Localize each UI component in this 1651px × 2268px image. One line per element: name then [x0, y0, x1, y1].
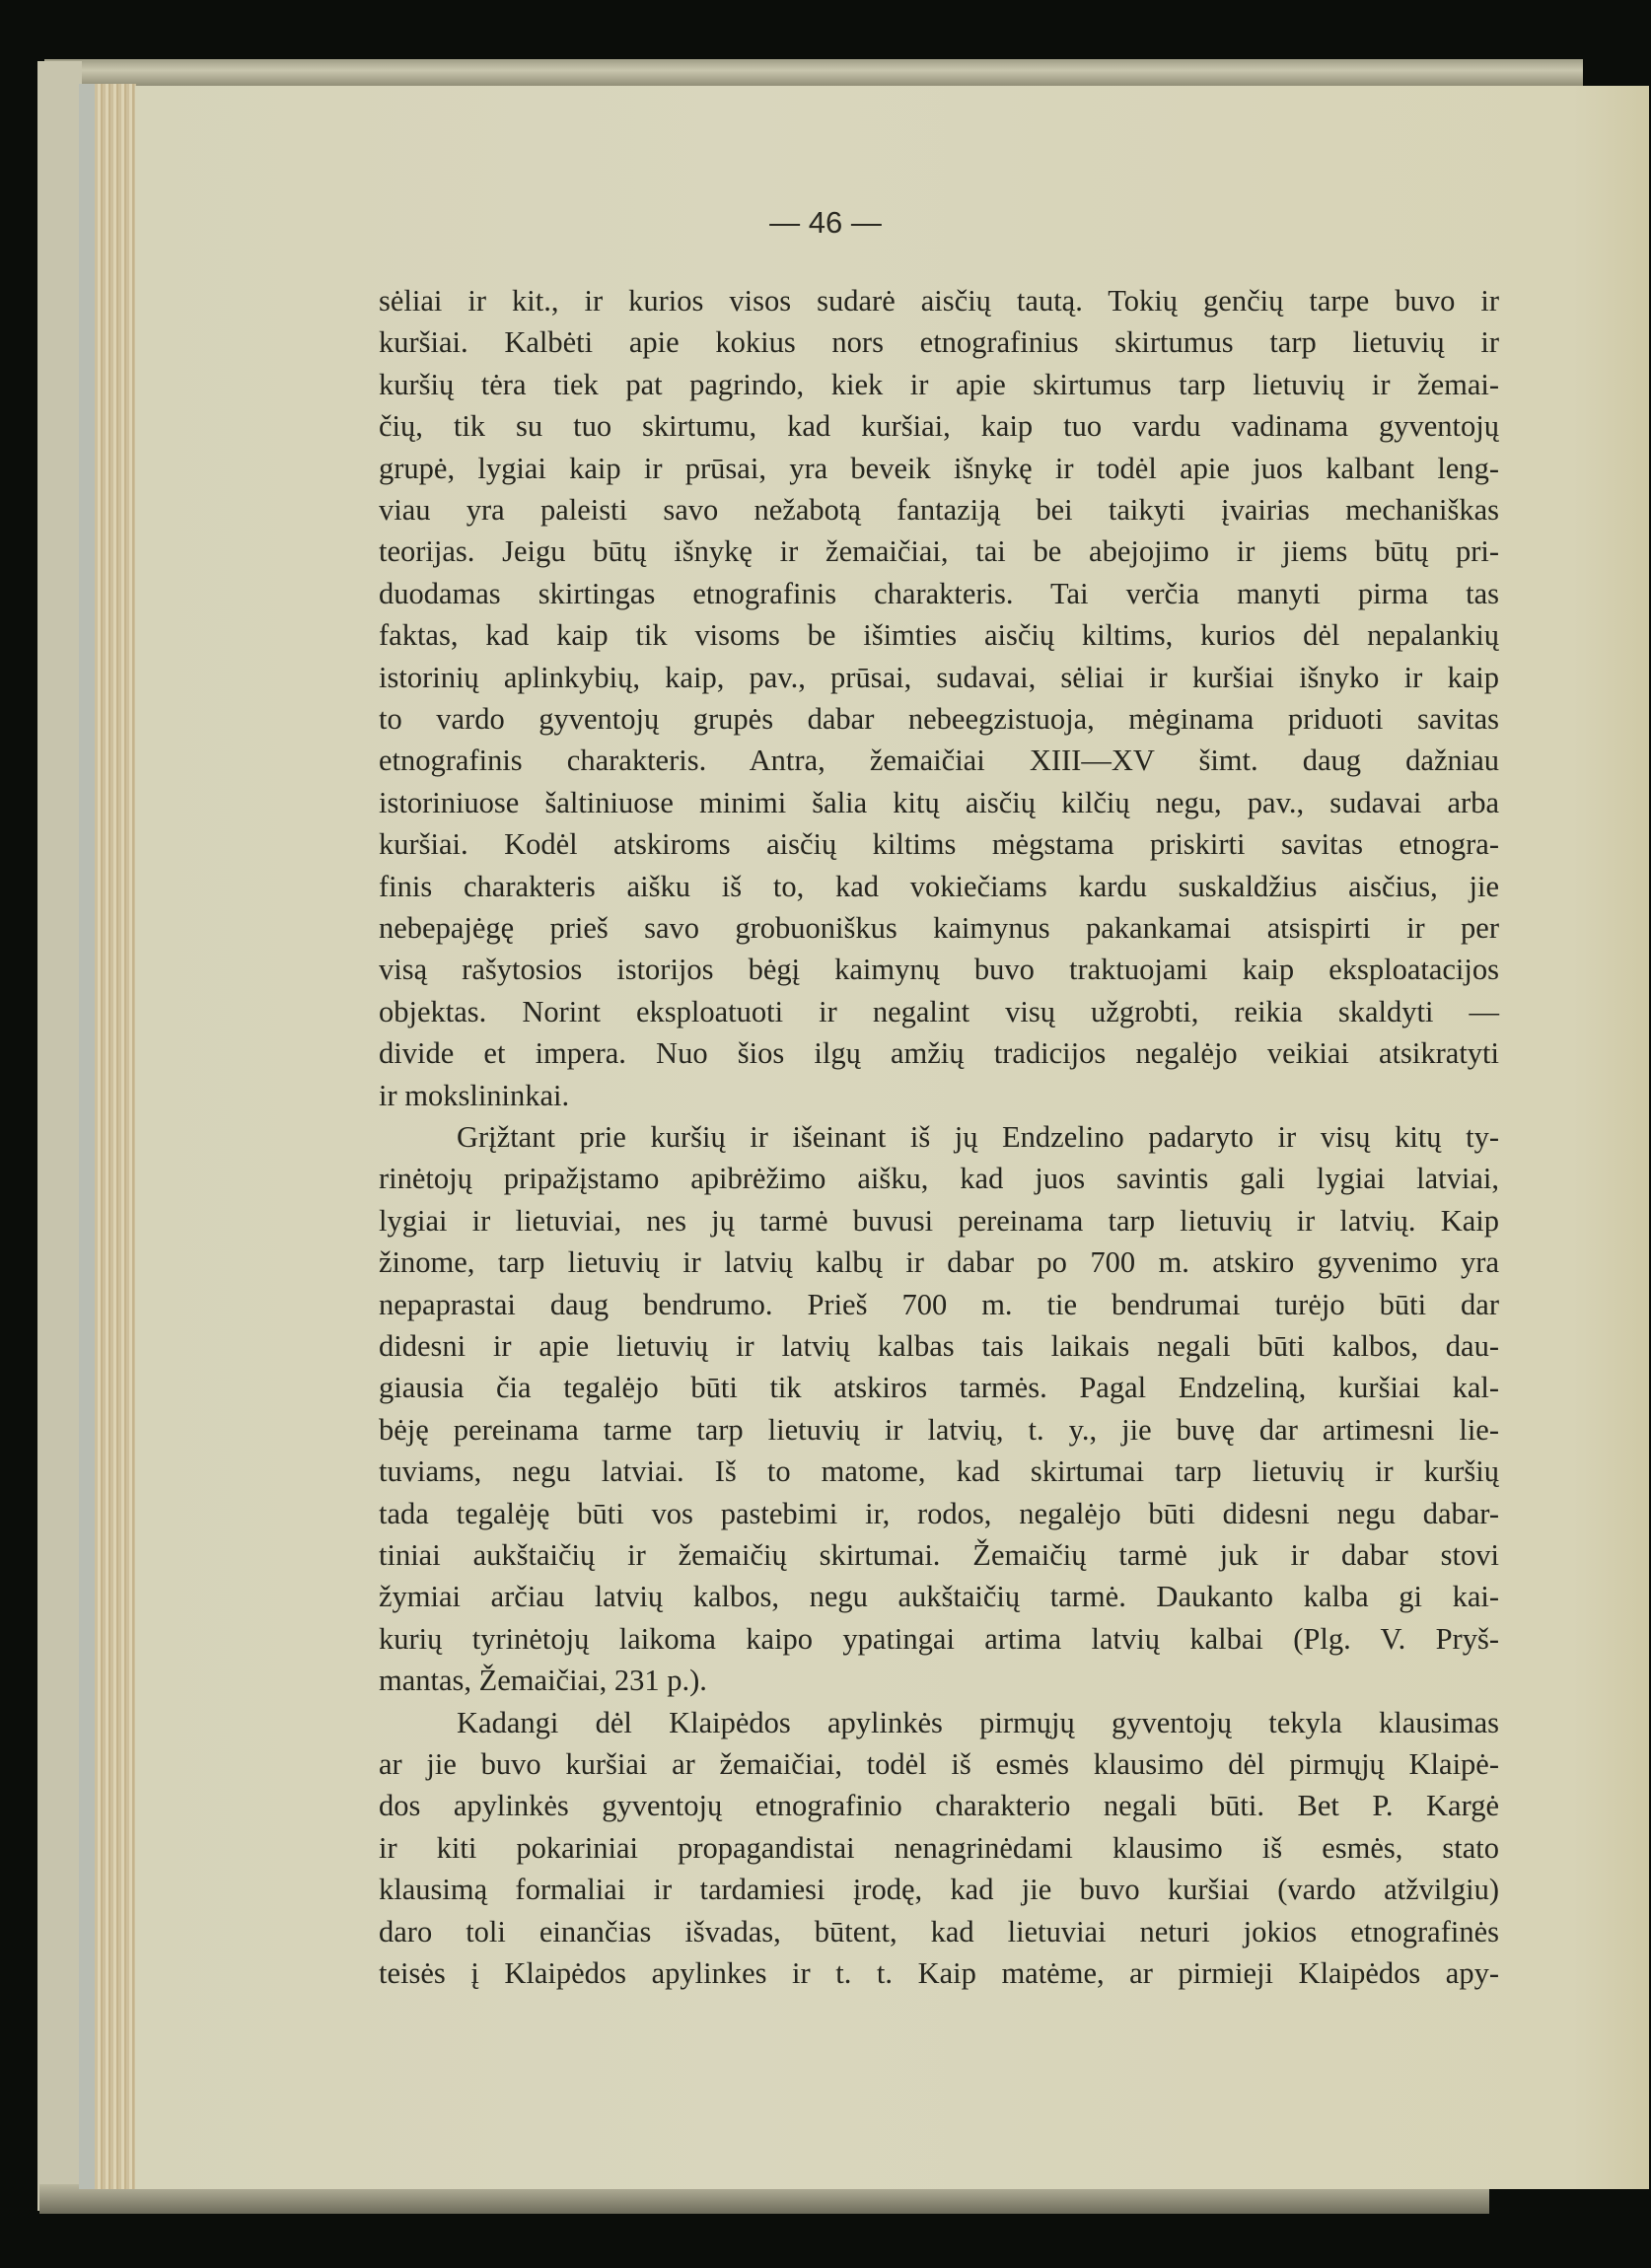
text-line: kuršiai. Kodėl atskiroms aisčių kiltims mėgstama priskirti savitas etnogra-: [379, 827, 1499, 862]
text-line: kuršiai. Kalbėti apie kokius nors etnografinius skirtumus tarp lietuvių ir: [379, 325, 1499, 360]
text-line: žinome, tarp lietuvių ir latvių kalbų ir dabar po 700 m. atskiro gyvenimo yra: [379, 1245, 1499, 1280]
text-line: objektas. Norint eksploatuoti ir negalint visų užgrobti, reikia skaldyti —: [379, 994, 1499, 1028]
text-line: tiniai aukštaičių ir žemaičių skirtumai. Žemaičių tarmė juk ir dabar stovi: [379, 1538, 1499, 1572]
text-line: faktas, kad kaip tik visoms be išimties aisčių kiltims, kurios dėl nepalankių: [379, 618, 1499, 653]
book-cover-top-edge: [44, 59, 1583, 87]
text-line: Kadangi dėl Klaipėdos apylinkės pirmųjų gyventojų tekyla klausimas: [457, 1705, 1499, 1739]
text-line: divide et impera. Nuo šios ilgų amžių tradicijos negalėjo veikiai atsikratyti: [379, 1036, 1499, 1071]
text-line: nebepajėgę prieš savo grobuoniškus kaimynus pakankamai atsispirti ir per: [379, 911, 1499, 945]
text-line: dos apylinkės gyventojų etnografinio charakterio negali būti. Bet P. Kargė: [379, 1789, 1499, 1823]
text-line: teisės į Klaipėdos apylinkes ir t. t. Kaip matėme, ar pirmieji Klaipėdos apy-: [379, 1956, 1499, 1990]
text-line: ar jie buvo kuršiai ar žemaičiai, todėl iš esmės klausimo dėl pirmųjų Klaipė-: [379, 1747, 1499, 1781]
text-line: teorijas. Jeigu būtų išnykę ir žemaičiai, tai be abejojimo ir jiems būtų pri-: [379, 534, 1499, 569]
page-edges: [95, 84, 136, 2189]
text-line: lygiai ir lietuviai, nes jų tarmė buvusi pereinama tarp lietuvių ir latvių. Kaip: [379, 1203, 1499, 1238]
page-number: — 46 —: [769, 205, 882, 240]
text-line: to vardo gyventojų grupės dabar nebeegzistuoja, mėginama priduoti savitas: [379, 702, 1499, 736]
text-line: rinėtojų pripažįstamo apibrėžimo aišku, kad juos savintis gali lygiai latviai,: [379, 1162, 1499, 1196]
text-line: etnografinis charakteris. Antra, žemaičiai XIII—XV šimt. daug dažniau: [379, 744, 1499, 778]
text-line: tuviams, negu latviai. Iš to matome, kad skirtumai tarp lietuvių ir kuršių: [379, 1454, 1499, 1489]
text-line: nepaprastai daug bendrumo. Prieš 700 m. tie bendrumai turėjo būti dar: [379, 1287, 1499, 1321]
text-line: mantas, Žemaičiai, 231 p.).: [379, 1664, 707, 1698]
text-line: čių, tik su tuo skirtumu, kad kuršiai, kaip tuo vardu vadinama gyventojų: [379, 409, 1499, 444]
text-line: sėliai ir kit., ir kurios visos sudarė aisčių tautą. Tokių genčių tarpe buvo ir: [379, 284, 1499, 318]
text-line: kuršių tėra tiek pat pagrindo, kiek ir apie skirtumus tarp lietuvių ir žemai-: [379, 367, 1499, 401]
text-line: kurių tyrinėtojų laikoma kaipo ypatingai artima latvių kalbai (Plg. V. Pryš-: [379, 1621, 1499, 1656]
text-line: Grįžtant prie kuršių ir išeinant iš jų Endzelino padaryto ir visų kitų ty-: [457, 1120, 1499, 1154]
text-line: istoriniuose šaltiniuose minimi šalia kitų aisčių kilčių negu, pav., sudavai arba: [379, 785, 1499, 819]
text-line: bėję pereinama tarme tarp lietuvių ir latvių, t. y., jie buvę dar artimesni lie-: [379, 1412, 1499, 1447]
text-line: duodamas skirtingas etnografinis charakteris. Tai verčia manyti pirma tas: [379, 576, 1499, 610]
text-line: didesni ir apie lietuvių ir latvių kalbas tais laikais negali būti kalbos, dau-: [379, 1329, 1499, 1363]
text-line: klausimą formaliai ir tardamiesi įrodę, kad jie buvo kuršiai (vardo atžvilgiu): [379, 1873, 1499, 1907]
text-line: žymiai arčiau latvių kalbos, negu aukštaičių tarmė. Daukanto kalba gi kai-: [379, 1580, 1499, 1614]
text-line: daro toli einančias išvadas, būtent, kad lietuviai neturi jokios etnografinės: [379, 1914, 1499, 1949]
text-line: ir mokslininkai.: [379, 1078, 570, 1112]
text-line: istorinių aplinkybių, kaip, pav., prūsai, sudavai, sėliai ir kuršiai išnyko ir kaip: [379, 660, 1499, 694]
text-line: ir kiti pokariniai propagandistai nenagrinėdami klausimo iš esmės, stato: [379, 1830, 1499, 1865]
text-line: tada tegalėję būti vos pastebimi ir, rodos, negalėjo būti didesni negu dabar-: [379, 1496, 1499, 1530]
text-line: viau yra paleisti savo nežabotą fantaziją bei taikyti įvairias mechaniškas: [379, 493, 1499, 527]
text-line: grupė, lygiai kaip ir prūsai, yra beveik išnykę ir todėl apie juos kalbant leng-: [379, 451, 1499, 485]
book-cover-left-edge: [37, 61, 82, 2211]
text-line: visą rašytosios istorijos bėgį kaimynų buvo traktuojami kaip eksploatacijos: [379, 953, 1499, 987]
text-line: giausia čia tegalėjo būti tik atskiros tarmės. Pagal Endzeliną, kuršiai kal-: [379, 1371, 1499, 1405]
text-line: finis charakteris aišku iš to, kad vokiečiams kardu suskaldžius aisčius, jie: [379, 869, 1499, 903]
